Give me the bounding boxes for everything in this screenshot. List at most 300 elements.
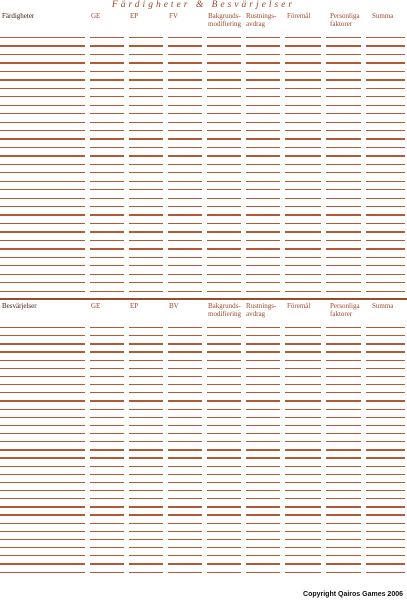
entry-line-personliga [326, 291, 361, 292]
entry-line-foremal [285, 466, 321, 467]
entry-line-ge [90, 474, 124, 475]
skills-col-ep-header: EP [130, 12, 139, 20]
entry-line-bakgrund [207, 466, 241, 467]
entry-line-personliga [326, 113, 361, 114]
entry-line-foremal [285, 138, 321, 139]
entry-line-name [0, 400, 85, 401]
entry-line-summa [366, 282, 405, 283]
spells-col-summa-header: Summa [372, 302, 394, 310]
entry-line-foremal [285, 130, 321, 131]
entry-line-fv [168, 282, 202, 283]
entry-line-personliga [326, 130, 361, 131]
entry-line-summa [366, 506, 405, 507]
entry-line-rustning [246, 155, 280, 156]
entry-line-foremal [285, 96, 321, 97]
entry-line-rustning [246, 113, 280, 114]
entry-line-summa [366, 466, 405, 467]
entry-line-rustning [246, 62, 280, 63]
entry-line-bakgrund [207, 122, 241, 123]
entry-line-ge [90, 368, 124, 369]
entry-line-foremal [285, 122, 321, 123]
entry-line-fv [168, 206, 202, 207]
entry-line-bakgrund [207, 172, 241, 173]
page-title: Färdigheter & Besvärjelser [111, 0, 296, 10]
entry-line-ep [129, 400, 163, 401]
entry-line-ep [129, 198, 163, 199]
entry-line-personliga [326, 240, 361, 241]
entry-line-fv [168, 88, 202, 89]
entry-line-personliga [326, 466, 361, 467]
entry-line-name [0, 257, 85, 258]
entry-line-fv [168, 96, 202, 97]
entry-line-rustning [246, 360, 280, 361]
entry-line-summa [366, 164, 405, 165]
entry-line-ep [129, 506, 163, 507]
entry-line-personliga [326, 433, 361, 434]
entry-line-name [0, 172, 85, 173]
entry-line-summa [366, 335, 405, 336]
entry-line-bakgrund [207, 449, 241, 450]
entry-line-ge [90, 138, 124, 139]
entry-line-bakgrund [207, 376, 241, 377]
spells-col-foremal-header: Föremål [287, 302, 311, 310]
entry-line-bakgrund [207, 164, 241, 165]
entry-line-summa [366, 231, 405, 232]
entry-line-name [0, 498, 85, 499]
entry-line-name [0, 231, 85, 232]
entry-line-ge [90, 400, 124, 401]
entry-line-rustning [246, 274, 280, 275]
entry-line-foremal [285, 274, 321, 275]
entry-line-fv [168, 482, 202, 483]
entry-line-personliga [326, 563, 361, 564]
entry-line-ep [129, 376, 163, 377]
entry-line-ep [129, 274, 163, 275]
entry-line-name [0, 449, 85, 450]
entry-line-ge [90, 572, 124, 573]
entry-line-ge [90, 45, 124, 46]
entry-line-ep [129, 231, 163, 232]
entry-line-personliga [326, 265, 361, 266]
copyright-text: Copyright Qairos Games 2006 [303, 591, 403, 598]
entry-line-personliga [326, 155, 361, 156]
entry-line-ep [129, 257, 163, 258]
entry-line-ep [129, 130, 163, 131]
entry-line-personliga [326, 274, 361, 275]
entry-line-rustning [246, 147, 280, 148]
entry-line-personliga [326, 555, 361, 556]
entry-line-rustning [246, 164, 280, 165]
entry-line-ep [129, 71, 163, 72]
entry-line-personliga [326, 189, 361, 190]
entry-line-personliga [326, 138, 361, 139]
entry-line-summa [366, 368, 405, 369]
entry-line-ep [129, 335, 163, 336]
entry-line-fv [168, 384, 202, 385]
entry-line-personliga [326, 449, 361, 450]
entry-line-rustning [246, 37, 280, 38]
entry-line-rustning [246, 572, 280, 573]
entry-line-personliga [326, 523, 361, 524]
entry-line-rustning [246, 523, 280, 524]
entry-line-personliga [326, 147, 361, 148]
entry-line-personliga [326, 198, 361, 199]
entry-line-personliga [326, 425, 361, 426]
entry-line-ep [129, 45, 163, 46]
entry-line-foremal [285, 189, 321, 190]
entry-line-fv [168, 198, 202, 199]
entry-line-ep [129, 351, 163, 352]
entry-line-name [0, 37, 85, 38]
entry-line-rustning [246, 409, 280, 410]
entry-line-name [0, 572, 85, 573]
entry-line-rustning [246, 400, 280, 401]
entry-line-personliga [326, 88, 361, 89]
entry-line-rustning [246, 291, 280, 292]
entry-line-ge [90, 531, 124, 532]
entry-line-ge [90, 335, 124, 336]
entry-line-fv [168, 71, 202, 72]
entry-line-name [0, 563, 85, 564]
entry-line-ge [90, 376, 124, 377]
entry-line-fv [168, 37, 202, 38]
entry-line-summa [366, 257, 405, 258]
entry-line-personliga [326, 531, 361, 532]
entry-line-name [0, 343, 85, 344]
entry-line-name [0, 457, 85, 458]
entry-line-summa [366, 122, 405, 123]
entry-line-foremal [285, 113, 321, 114]
entry-line-fv [168, 105, 202, 106]
entry-line-summa [366, 214, 405, 215]
entry-line-foremal [285, 506, 321, 507]
entry-line-fv [168, 335, 202, 336]
entry-line-personliga [326, 392, 361, 393]
entry-line-fv [168, 138, 202, 139]
entry-line-fv [168, 466, 202, 467]
entry-line-bakgrund [207, 425, 241, 426]
entry-line-ge [90, 539, 124, 540]
section-divider [0, 298, 407, 300]
entry-line-foremal [285, 223, 321, 224]
entry-line-summa [366, 343, 405, 344]
entry-line-name [0, 466, 85, 467]
entry-line-foremal [285, 425, 321, 426]
entry-line-ep [129, 563, 163, 564]
entry-line-name [0, 482, 85, 483]
entry-line-summa [366, 547, 405, 548]
entry-line-ep [129, 498, 163, 499]
entry-line-personliga [326, 96, 361, 97]
entry-line-summa [366, 555, 405, 556]
entry-line-foremal [285, 231, 321, 232]
entry-line-personliga [326, 572, 361, 573]
entry-line-ep [129, 531, 163, 532]
entry-line-ge [90, 274, 124, 275]
entry-line-fv [168, 343, 202, 344]
entry-line-ge [90, 433, 124, 434]
entry-line-ge [90, 164, 124, 165]
spells-col-rustning-header: Rustnings- avdrag [246, 302, 277, 319]
entry-line-ep [129, 514, 163, 515]
entry-line-summa [366, 96, 405, 97]
entry-line-name [0, 214, 85, 215]
entry-line-bakgrund [207, 248, 241, 249]
entry-line-name [0, 189, 85, 190]
entry-line-personliga [326, 351, 361, 352]
entry-line-personliga [326, 368, 361, 369]
entry-line-ep [129, 265, 163, 266]
entry-line-foremal [285, 417, 321, 418]
entry-line-rustning [246, 563, 280, 564]
entry-line-name [0, 164, 85, 165]
entry-line-name [0, 327, 85, 328]
entry-line-foremal [285, 198, 321, 199]
entry-line-bakgrund [207, 265, 241, 266]
entry-line-rustning [246, 265, 280, 266]
entry-line-name [0, 88, 85, 89]
entry-line-name [0, 223, 85, 224]
entry-line-personliga [326, 214, 361, 215]
entry-line-bakgrund [207, 351, 241, 352]
spells-col-bv-header: BV [169, 302, 179, 310]
entry-line-ep [129, 164, 163, 165]
entry-line-ep [129, 466, 163, 467]
entry-line-bakgrund [207, 531, 241, 532]
spells-header-row [0, 302, 407, 324]
entry-line-bakgrund [207, 113, 241, 114]
entry-line-rustning [246, 514, 280, 515]
entry-line-bakgrund [207, 506, 241, 507]
entry-line-summa [366, 327, 405, 328]
entry-line-rustning [246, 555, 280, 556]
entry-line-foremal [285, 547, 321, 548]
entry-line-personliga [326, 506, 361, 507]
entry-line-bakgrund [207, 498, 241, 499]
entry-line-summa [366, 189, 405, 190]
entry-line-summa [366, 523, 405, 524]
entry-line-foremal [285, 155, 321, 156]
entry-line-foremal [285, 147, 321, 148]
entry-line-rustning [246, 240, 280, 241]
entry-line-bakgrund [207, 79, 241, 80]
skills-col-personliga-header: Personliga faktorer [330, 12, 360, 29]
entry-line-personliga [326, 62, 361, 63]
entry-line-personliga [326, 400, 361, 401]
entry-line-fv [168, 539, 202, 540]
skills-col-summa-header: Summa [372, 12, 394, 20]
entry-line-bakgrund [207, 547, 241, 548]
entry-line-summa [366, 172, 405, 173]
entry-line-name [0, 198, 85, 199]
entry-line-fv [168, 122, 202, 123]
entry-line-personliga [326, 498, 361, 499]
entry-line-foremal [285, 248, 321, 249]
entry-line-ep [129, 37, 163, 38]
entry-line-fv [168, 130, 202, 131]
entry-line-name [0, 506, 85, 507]
entry-line-rustning [246, 327, 280, 328]
entry-line-fv [168, 376, 202, 377]
entry-line-ep [129, 105, 163, 106]
entry-line-foremal [285, 368, 321, 369]
entry-line-ep [129, 181, 163, 182]
skills-header-row [0, 12, 407, 34]
entry-line-ge [90, 506, 124, 507]
entry-line-bakgrund [207, 291, 241, 292]
entry-line-bakgrund [207, 181, 241, 182]
entry-line-bakgrund [207, 433, 241, 434]
entry-line-personliga [326, 172, 361, 173]
entry-line-ge [90, 498, 124, 499]
entry-line-fv [168, 474, 202, 475]
entry-line-name [0, 539, 85, 540]
entry-line-summa [366, 138, 405, 139]
entry-line-ge [90, 223, 124, 224]
entry-line-summa [366, 490, 405, 491]
entry-line-foremal [285, 376, 321, 377]
entry-line-personliga [326, 547, 361, 548]
entry-line-ge [90, 425, 124, 426]
entry-line-foremal [285, 572, 321, 573]
entry-line-ep [129, 474, 163, 475]
entry-line-summa [366, 223, 405, 224]
entry-line-ep [129, 223, 163, 224]
entry-line-rustning [246, 223, 280, 224]
entry-line-foremal [285, 441, 321, 442]
entry-line-summa [366, 198, 405, 199]
entry-line-rustning [246, 392, 280, 393]
entry-line-name [0, 531, 85, 532]
entry-line-personliga [326, 45, 361, 46]
entry-line-fv [168, 425, 202, 426]
entry-line-foremal [285, 105, 321, 106]
entry-line-rustning [246, 257, 280, 258]
entry-line-ge [90, 282, 124, 283]
entry-line-rustning [246, 335, 280, 336]
skills-col-name-header: Färdigheter [2, 12, 35, 20]
entry-line-fv [168, 506, 202, 507]
entry-line-foremal [285, 62, 321, 63]
entry-line-ge [90, 360, 124, 361]
entry-line-ep [129, 409, 163, 410]
entry-line-ge [90, 206, 124, 207]
entry-line-fv [168, 531, 202, 532]
entry-line-personliga [326, 360, 361, 361]
entry-line-bakgrund [207, 54, 241, 55]
entry-line-name [0, 147, 85, 148]
entry-line-ep [129, 392, 163, 393]
entry-line-personliga [326, 335, 361, 336]
entry-line-rustning [246, 376, 280, 377]
entry-line-foremal [285, 474, 321, 475]
entry-line-summa [366, 457, 405, 458]
skills-col-bakgrund-header: Bakgrunds- modifiering [208, 12, 242, 29]
skills-col-foremal-header: Föremål [287, 12, 311, 20]
entry-line-summa [366, 417, 405, 418]
entry-line-ge [90, 265, 124, 266]
entry-line-rustning [246, 490, 280, 491]
entry-line-rustning [246, 88, 280, 89]
entry-line-foremal [285, 172, 321, 173]
entry-line-ep [129, 248, 163, 249]
entry-line-name [0, 384, 85, 385]
entry-line-rustning [246, 198, 280, 199]
entry-line-name [0, 138, 85, 139]
entry-line-rustning [246, 433, 280, 434]
entry-line-personliga [326, 164, 361, 165]
entry-line-bakgrund [207, 327, 241, 328]
entry-line-summa [366, 147, 405, 148]
entry-line-name [0, 514, 85, 515]
entry-line-summa [366, 54, 405, 55]
entry-line-foremal [285, 164, 321, 165]
entry-line-ge [90, 449, 124, 450]
entry-line-fv [168, 392, 202, 393]
entry-line-bakgrund [207, 572, 241, 573]
entry-line-name [0, 96, 85, 97]
entry-line-personliga [326, 223, 361, 224]
entry-line-ep [129, 572, 163, 573]
entry-line-fv [168, 409, 202, 410]
entry-line-name [0, 351, 85, 352]
entry-line-fv [168, 490, 202, 491]
spells-col-ge-header: GE [91, 302, 101, 310]
entry-line-bakgrund [207, 523, 241, 524]
entry-line-foremal [285, 265, 321, 266]
entry-line-summa [366, 206, 405, 207]
entry-line-personliga [326, 490, 361, 491]
entry-line-ge [90, 155, 124, 156]
entry-line-rustning [246, 417, 280, 418]
entry-line-foremal [285, 79, 321, 80]
entry-line-bakgrund [207, 457, 241, 458]
entry-line-personliga [326, 248, 361, 249]
entry-line-bakgrund [207, 130, 241, 131]
entry-line-name [0, 376, 85, 377]
entry-line-summa [366, 376, 405, 377]
entry-line-rustning [246, 181, 280, 182]
entry-line-fv [168, 351, 202, 352]
entry-line-fv [168, 265, 202, 266]
entry-line-fv [168, 417, 202, 418]
entry-line-summa [366, 433, 405, 434]
entry-line-foremal [285, 457, 321, 458]
entry-line-fv [168, 449, 202, 450]
entry-line-ge [90, 214, 124, 215]
entry-line-ep [129, 79, 163, 80]
entry-line-rustning [246, 248, 280, 249]
entry-line-summa [366, 62, 405, 63]
spells-col-ep-header: EP [130, 302, 139, 310]
spells-col-bakgrund-header: Bakgrunds- modifiering [208, 302, 242, 319]
entry-line-rustning [246, 474, 280, 475]
entry-line-foremal [285, 181, 321, 182]
entry-line-rustning [246, 539, 280, 540]
entry-line-foremal [285, 539, 321, 540]
entry-line-ep [129, 282, 163, 283]
entry-line-bakgrund [207, 474, 241, 475]
entry-line-bakgrund [207, 88, 241, 89]
entry-line-summa [366, 291, 405, 292]
entry-line-ep [129, 384, 163, 385]
entry-line-personliga [326, 122, 361, 123]
entry-line-fv [168, 498, 202, 499]
entry-line-summa [366, 105, 405, 106]
entry-line-name [0, 265, 85, 266]
entry-line-ge [90, 351, 124, 352]
entry-line-fv [168, 257, 202, 258]
